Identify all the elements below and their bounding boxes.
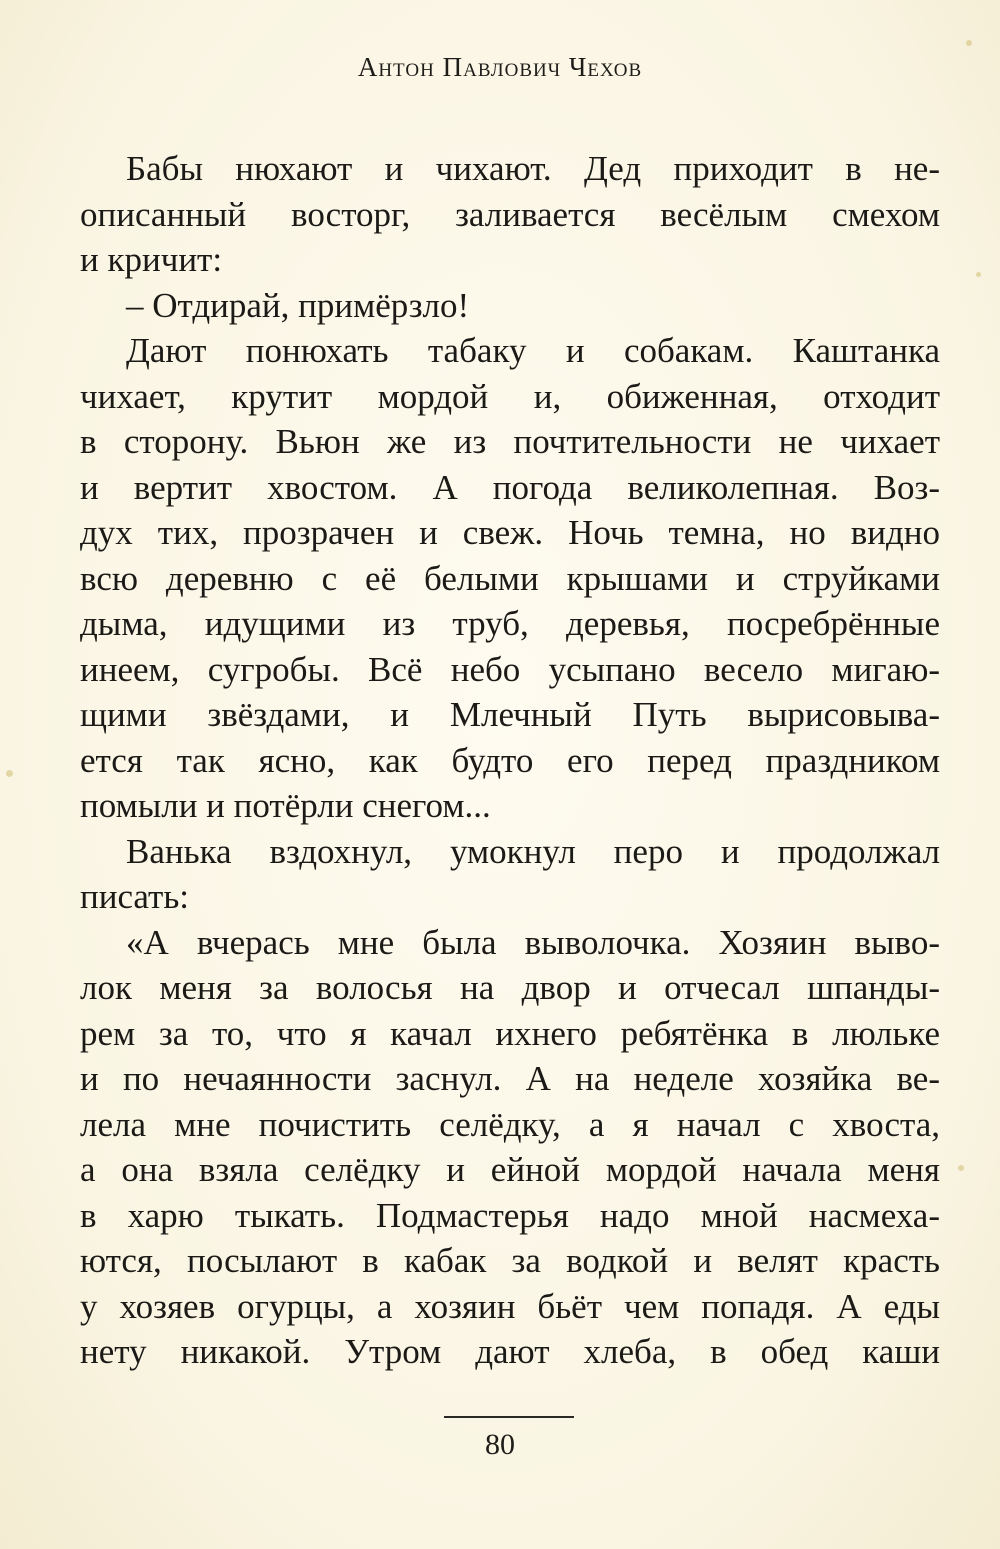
paper-speck xyxy=(958,1165,964,1171)
paper-speck xyxy=(6,770,13,777)
text-line: Ванька вздохнул, умокнул перо и продолжал xyxy=(126,831,940,871)
text-line: и кричит: xyxy=(80,240,223,279)
text-line: и по нечаянности заснул. А на неделе хозяйка ве- xyxy=(80,1059,940,1098)
text-line: инеем, сугробы. Всё небо усыпано весело мигаю- xyxy=(80,649,940,689)
text-line: лела мне почистить селёдку, а я начал с хвоста, xyxy=(80,1104,940,1144)
text-line: ются, посылают в кабак за водкой и велят красть xyxy=(80,1241,940,1280)
text-line: дух тих, прозрачен и свеж. Ночь темна, но видно xyxy=(80,513,940,552)
text-line: описанный восторг, заливается весёлым смехом xyxy=(80,194,940,234)
text-line: всю деревню с её белыми крышами и струйками xyxy=(80,558,940,598)
text-line: писать: xyxy=(80,877,190,916)
text-line: «А вчерась мне была выволочка. Хозяин выво- xyxy=(126,922,940,962)
page-number: 80 xyxy=(485,1428,515,1461)
text-line: – Отдирай, примёрзло! xyxy=(126,285,470,325)
text-line: Бабы нюхают и чихают. Дед приходит в не- xyxy=(126,149,940,188)
text-line: рем за то, что я качал ихнего ребятёнка в люльке xyxy=(80,1013,940,1053)
body-text xyxy=(80,146,940,1375)
text-line: ется так ясно, как будто его перед праздником xyxy=(80,740,940,780)
paper-speck xyxy=(976,272,981,277)
text-line: в сторону. Вьюн же из почтительности не чихает xyxy=(80,422,940,461)
text-line: и вертит хвостом. А погода великолепная. Воз- xyxy=(80,467,940,507)
text-line: помыли и потёрли снегом... xyxy=(80,786,491,825)
text-line: щими звёздами, и Млечный Путь вырисовыва- xyxy=(80,695,940,734)
text-line: у хозяев огурцы, а хозяин бьёт чем попадя. А еды xyxy=(80,1286,940,1326)
text-line: в харю тыкать. Подмастерья надо мной насмеха- xyxy=(80,1195,940,1235)
text-line: дыма, идущими из труб, деревья, посребрённые xyxy=(80,604,940,643)
text-line: чихает, крутит мордой и, обиженная, отходит xyxy=(80,376,940,416)
running-head: Антон Павлович Чехов xyxy=(357,52,643,82)
text-line: лок меня за волосья на двор и отчесал шпанды- xyxy=(80,968,940,1007)
text-line: Дают понюхать табаку и собакам. Каштанка xyxy=(126,331,940,370)
text-line: а она взяла селёдку и ейной мордой начала меня xyxy=(80,1150,940,1189)
text-line: нету никакой. Утром дают хлеба, в обед каши xyxy=(80,1332,940,1371)
paper-speck xyxy=(966,40,972,46)
footer-rule xyxy=(444,1416,574,1418)
